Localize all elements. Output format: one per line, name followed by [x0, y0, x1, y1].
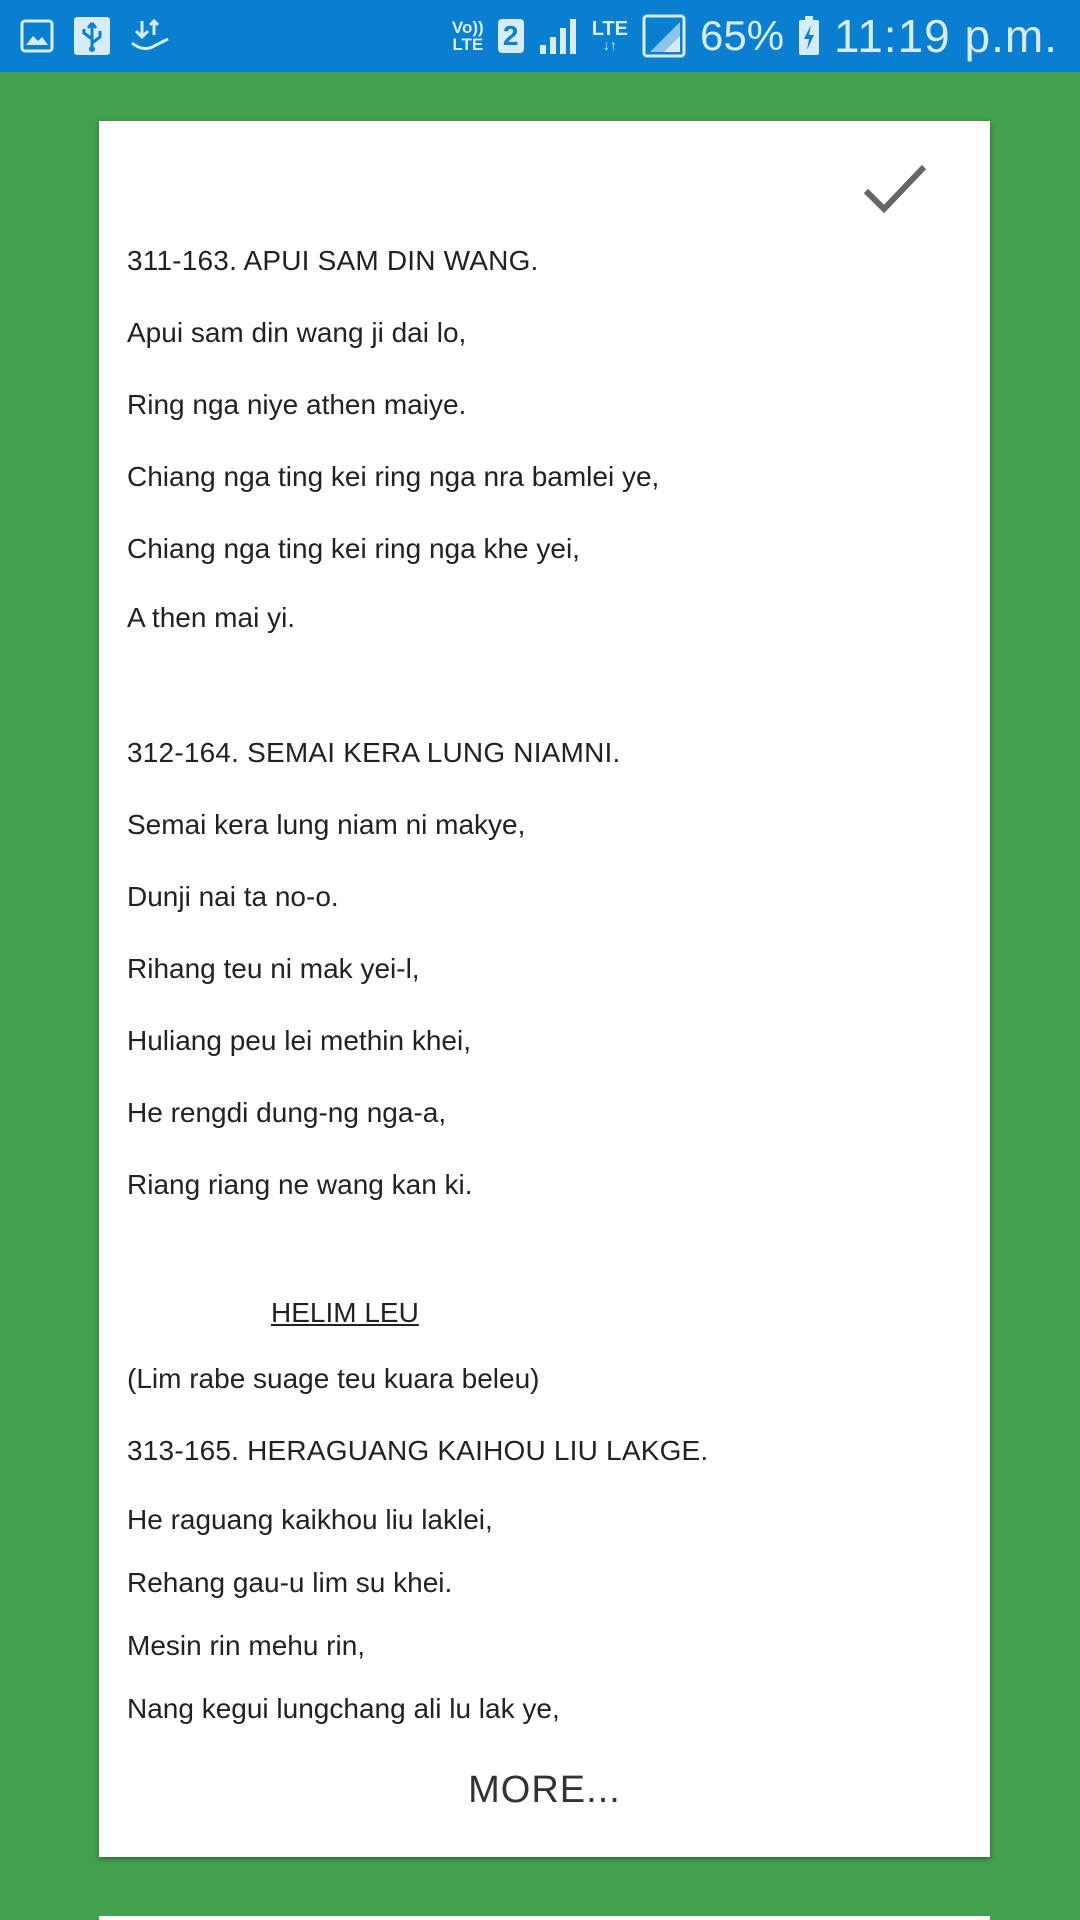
section-title: HELIM LEU	[271, 1297, 419, 1328]
lyric-line: Rihang teu ni mak yei-l,	[127, 953, 420, 984]
signal-icon	[538, 17, 578, 55]
volte-line2: LTE	[452, 35, 484, 54]
lyric-line: Apui sam din wang ji dai lo,	[127, 317, 467, 348]
lyric-line: Rehang gau-u lim su khei.	[127, 1567, 453, 1598]
lyric-line: Ring nga niye athen maiye.	[127, 389, 467, 420]
section-subtitle: (Lim rabe suage teu kuara beleu)	[127, 1363, 540, 1394]
lyrics-card	[99, 121, 990, 1857]
lyric-line: Nang kegui lungchang ali lu lak ye,	[127, 1693, 560, 1724]
lyric-line: Chiang nga ting kei ring nga nra bamlei ye,	[127, 461, 660, 492]
status-clock: 11:19 p.m.	[834, 10, 1058, 62]
battery-percent: 65%	[699, 12, 785, 59]
network-indicator	[592, 20, 628, 52]
lyric-line: Mesin rin mehu rin,	[127, 1630, 366, 1661]
network-arrows-icon: ↓↑	[602, 37, 617, 53]
signal-box-icon	[642, 14, 686, 58]
lyric-line: Dunji nai ta no-o.	[127, 881, 339, 912]
lyric-line: He rengdi dung-ng nga-a,	[127, 1097, 447, 1128]
lyric-line: Huliang peu lei methin khei,	[127, 1025, 471, 1056]
lyric-line: Riang riang ne wang kan ki.	[127, 1169, 473, 1200]
gallery-icon	[20, 19, 54, 53]
lyric-line: A then mai yi.	[127, 602, 296, 633]
status-bar	[0, 0, 1080, 72]
checkmark-icon	[860, 159, 930, 221]
network-type: LTE	[591, 18, 628, 40]
lyric-line: Semai kera lung niam ni makye,	[127, 809, 526, 840]
download-icon	[130, 17, 170, 55]
song-heading: 313-165. HERAGUANG KAIHOU LIU LAKGE.	[127, 1435, 709, 1466]
volte-line1: Vo))	[451, 18, 484, 37]
status-left-icons	[20, 14, 170, 58]
usb-icon	[74, 17, 110, 55]
song-heading: 311-163. APUI SAM DIN WANG.	[127, 245, 539, 276]
volte-indicator	[452, 19, 484, 53]
battery-charging-icon	[798, 16, 820, 56]
status-right-icons	[452, 0, 1058, 72]
lyric-line: Chiang nga ting kei ring nga khe yei,	[127, 533, 580, 564]
more-button[interactable]: MORE...	[468, 1769, 621, 1811]
next-card-edge	[99, 1916, 990, 1920]
sim-badge: 2	[498, 19, 524, 53]
confirm-button[interactable]	[860, 159, 930, 221]
song-heading: 312-164. SEMAI KERA LUNG NIAMNI.	[127, 737, 621, 768]
lyric-line: He raguang kaikhou liu laklei,	[127, 1504, 493, 1535]
